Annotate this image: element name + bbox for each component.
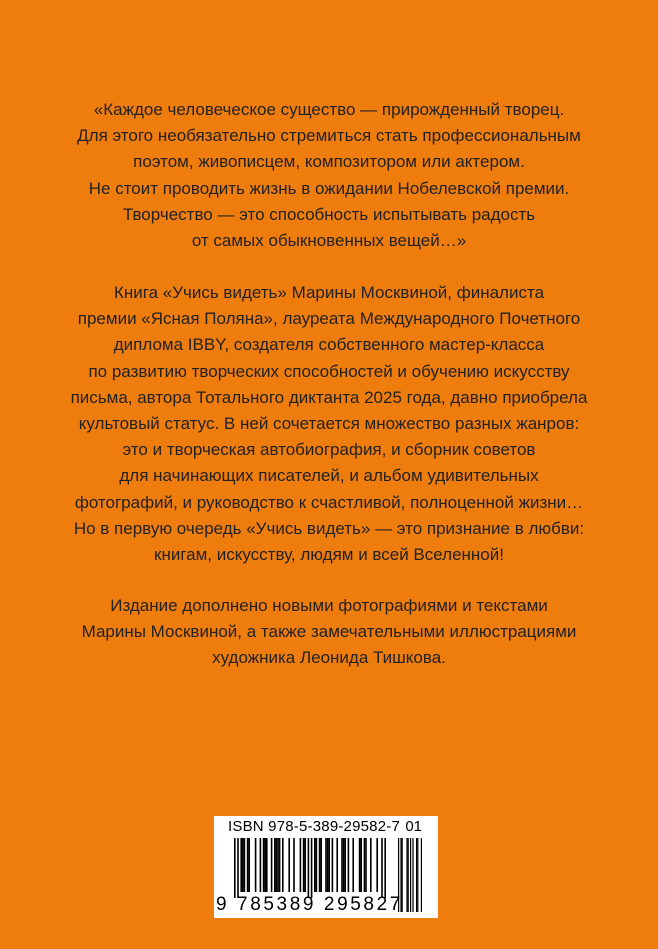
barcode-bar [316,838,318,892]
isbn-label: ISBN 978-5-389-29582-7 [228,818,401,835]
barcode-bar [364,838,366,892]
description-line: Книга «Учись видеть» Марины Москвиной, финалиста [113,283,545,302]
isbn-addon-label: 01 [405,818,422,835]
description-line: диплома IBBY, создателя собственного мастер-класса [113,335,545,355]
description-line: фотографий, и руководство к счастливой, полноценной жизни… [74,492,584,512]
quote-line: Творчество — это способность испытывать радость [122,204,536,224]
barcode-addon-bar [412,838,413,912]
barcode-bar [360,838,362,892]
barcode-addon-bar [410,838,411,912]
barcode-bar [303,838,305,892]
barcode-bar [325,838,327,892]
edition-line: Марины Москвиной, а также замечательными иллюстрациями [81,622,577,642]
barcode-bar [341,838,343,892]
barcode-bar [277,838,279,892]
description-line: премии «Ясная Поляна», лауреата Международного Почетного [77,309,581,329]
quote-line: поэтом, живописцем, композитором или актером. [133,152,525,172]
barcode-addon-bar [421,838,422,912]
barcode-bar [311,838,313,898]
description-line: культовый статус. В ней сочетается множество разных жанров: [78,414,580,434]
barcode-bar [376,838,378,892]
barcode-bar [365,838,367,892]
barcode-bar [344,838,346,892]
barcode-addon-bar [417,838,418,912]
barcode-bar [327,838,329,892]
barcode-bar [260,838,262,892]
barcode-bar [282,838,284,892]
barcode-bar [234,838,236,898]
quote-line: Для этого необязательно стремиться стать профессиональным [77,126,581,146]
description-line: письма, автора Тотального диктанта 2025 года, давно приобрела [70,387,588,407]
barcode-bar [248,838,250,892]
barcode-bar [255,838,257,892]
quote-line: «Каждое человеческое существо — прирожденный творец. [93,100,565,119]
barcode-bar [343,838,345,892]
barcode-digits: 9 785389 295827 [216,894,403,915]
barcode-bar [271,838,273,892]
book-description [40,280,618,568]
barcode-bar [319,838,321,892]
barcode-bar [288,838,290,892]
barcode-bar [264,838,266,892]
barcode-bar [384,838,386,898]
barcode-bar [237,838,239,898]
quote-line: Не стоит проводить жизнь в ожидании Нобелевской премии. [88,178,570,198]
barcode-bar [328,838,330,892]
barcode-bar [293,838,295,892]
barcode-bar [352,838,354,892]
edition-line: Издание дополнено новыми фотографиями и текстами [110,596,548,615]
description-line: Но в первую очередь «Учись видеть» — это признание в любви: [73,518,585,538]
description-line: это и творческая автобиография, и сборник советов [122,440,536,460]
barcode-bar [240,838,242,892]
barcode-bar [336,838,338,892]
barcode-bar [381,838,383,898]
description-line: для начинающих писателей, и альбом удивительных [119,466,539,486]
description-line: по развитию творческих способностей и обучению искусству [88,361,570,381]
quote-paragraph [40,97,618,254]
barcode-bar [308,838,310,898]
barcode-bar [242,838,244,892]
description-line: книгам, искусству, людям и всей Вселенной! [154,545,504,565]
barcode-bar [266,838,268,892]
barcode-bar [348,838,350,892]
barcode-bar [332,838,334,892]
barcode-bar [304,838,306,892]
barcode-addon-bar [406,838,407,912]
edition-note [40,593,618,672]
barcode-bar [276,838,278,892]
barcode-bar [244,838,246,892]
barcode-addon-bar [416,838,417,912]
barcode-bar [300,838,302,892]
barcode-bar [247,838,249,892]
barcode-bar [263,838,265,892]
barcode-bar [370,838,372,892]
barcode-bar [279,838,281,892]
isbn-barcode [214,816,438,918]
barcode-addon-bar [408,838,409,912]
barcode-bar [314,838,316,892]
barcode-bar [274,838,276,892]
barcode-bar [320,838,322,892]
edition-line: художника Леонида Тишкова. [212,648,446,668]
barcode-bar [359,838,361,892]
quote-line: от самых обыкновенных вещей…» [191,231,467,251]
